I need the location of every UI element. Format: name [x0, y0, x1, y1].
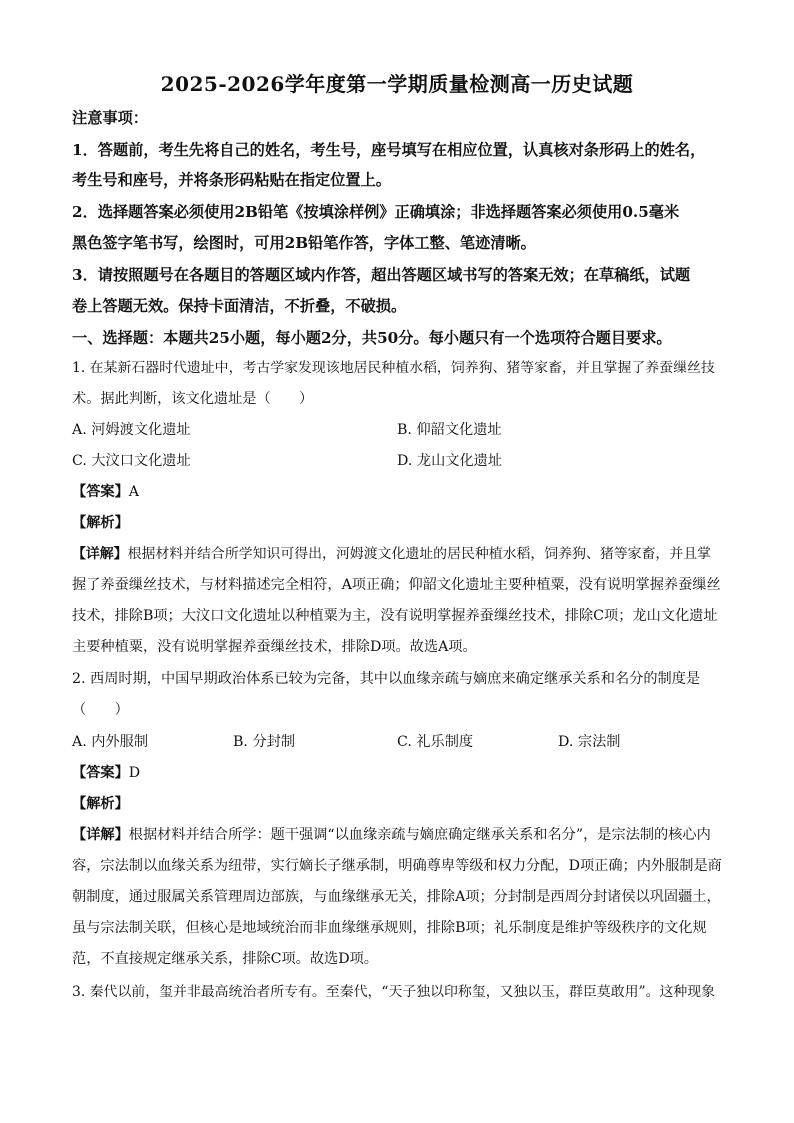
q2-stem-line: 2. 西周时期，中国早期政治体系已较为完备，其中以血缘亲疏与嫡庶来确定继承关系和名分的制度是 [72, 671, 701, 687]
notice-heading: 注意事项： [72, 109, 148, 127]
analysis-tag: 【解析】 [72, 796, 129, 812]
q1-stem-line: 术。据此判断，该文化遗址是（ ） [72, 391, 314, 407]
q2-detail-line: 范，不直接规定继承关系，排除C项。故选D项。 [72, 951, 378, 967]
q2-option-a: A. 内外服制 [72, 734, 149, 750]
q1-detail-line: 技术，排除B项；大汶口文化遗址以种植粟为主，没有说明掌握养蚕缫丝技术，排除C项；龙山文化遗址 [72, 608, 718, 624]
analysis-tag: 【解析】 [72, 515, 129, 531]
q2-stem-line: （ ） [72, 702, 129, 718]
detail-tag: 【详解】 [72, 546, 128, 562]
q2-option-c: C. 礼乐制度 [397, 734, 474, 750]
exam-title: 2025-2026学年度第一学期质量检测高一历史试题 [160, 72, 634, 96]
q1-detail-line [72, 544, 724, 564]
q2-detail-line: 容，宗法制以血缘关系为纽带，实行嫡长子继承制，明确尊卑等级和权力分配，D项正确；内外服制是商 [72, 858, 722, 874]
detail-text: 根据材料并结合所学：题干强调“以血缘亲疏与嫡庶确定继承关系和名分”，是宗法制的核心内 [128, 827, 711, 843]
q1-option-a: A. 河姆渡文化遗址 [72, 422, 191, 438]
section-heading: 一、选择题：本题共25小题，每小题2分，共50分。每小题只有一个选项符合题目要求。 [72, 329, 672, 347]
notice-line: 1．答题前，考生先将自己的姓名，考生号，座号填写在相应位置，认真核对条形码上的姓名， [72, 141, 706, 159]
answer-tag: 【答案】 [72, 765, 129, 781]
q2-option-b: B. 分封制 [233, 734, 296, 750]
q2-detail-line [72, 825, 724, 845]
q3-stem-line: 3. 秦代以前，玺并非最高统治者所专有。至秦代，“天子独以印称玺，又独以玉，群臣莫敢用”。这种现象 [72, 984, 716, 1000]
answer-tag: 【答案】 [72, 484, 129, 500]
detail-tag: 【详解】 [72, 827, 129, 843]
q1-stem-line: 1. 在某新石器时代遗址中，考古学家发现该地居民种植水稻，饲养狗、猪等家畜，并且掌握了养蚕缫丝技 [72, 360, 715, 376]
q2-answer [72, 763, 724, 783]
q2-option-d: D. 宗法制 [558, 734, 621, 750]
answer-value: A [128, 484, 140, 500]
answer-value: D [128, 765, 141, 781]
q1-option-d: D. 龙山文化遗址 [397, 453, 503, 469]
notice-line: 3．请按照题号在各题目的答题区域内作答，超出答题区域书写的答案无效；在草稿纸，试题 [72, 266, 691, 284]
q1-option-c: C. 大汶口文化遗址 [72, 453, 191, 469]
detail-text: 根据材料并结合所学知识可得出，河姆渡文化遗址的居民种植水稻，饲养狗、猪等家畜，并且掌 [127, 546, 711, 562]
notice-line: 2．选择题答案必须使用2B铅笔《按填涂样例》正确填涂；非选择题答案必须使用0.5毫米 [72, 203, 680, 221]
q1-answer [72, 482, 724, 502]
notice-line: 卷上答题无效。保持卡面清洁，不折叠，不破损。 [72, 297, 407, 315]
q2-detail-line: 虽与宗法制关联，但核心是地域统治而非血缘继承规则，排除B项；礼乐制度是维护等级秩序的文化规 [72, 920, 707, 936]
q1-detail-line: 握了养蚕缫丝技术，与材料描述完全相符，A项正确；仰韶文化遗址主要种植粟，没有说明掌握养蚕缫丝 [72, 577, 721, 593]
q1-detail-line: 主要种植粟，没有说明掌握养蚕缫丝技术，排除D项。故选A项。 [72, 639, 477, 655]
notice-line: 考生号和座号，并将条形码粘贴在指定位置上。 [72, 171, 391, 189]
q2-detail-line: 朝制度，通过服属关系管理周边部族，与血缘继承无关，排除A项；分封制是西周分封诸侯以巩固疆土， [72, 889, 721, 905]
q1-option-b: B. 仰韶文化遗址 [397, 422, 502, 438]
notice-line: 黑色签字笔书写，绘图时，可用2B铅笔作答，字体工整、笔迹清晰。 [72, 234, 536, 252]
q1-analysis-tag [72, 513, 724, 533]
q2-analysis-tag [72, 794, 724, 814]
